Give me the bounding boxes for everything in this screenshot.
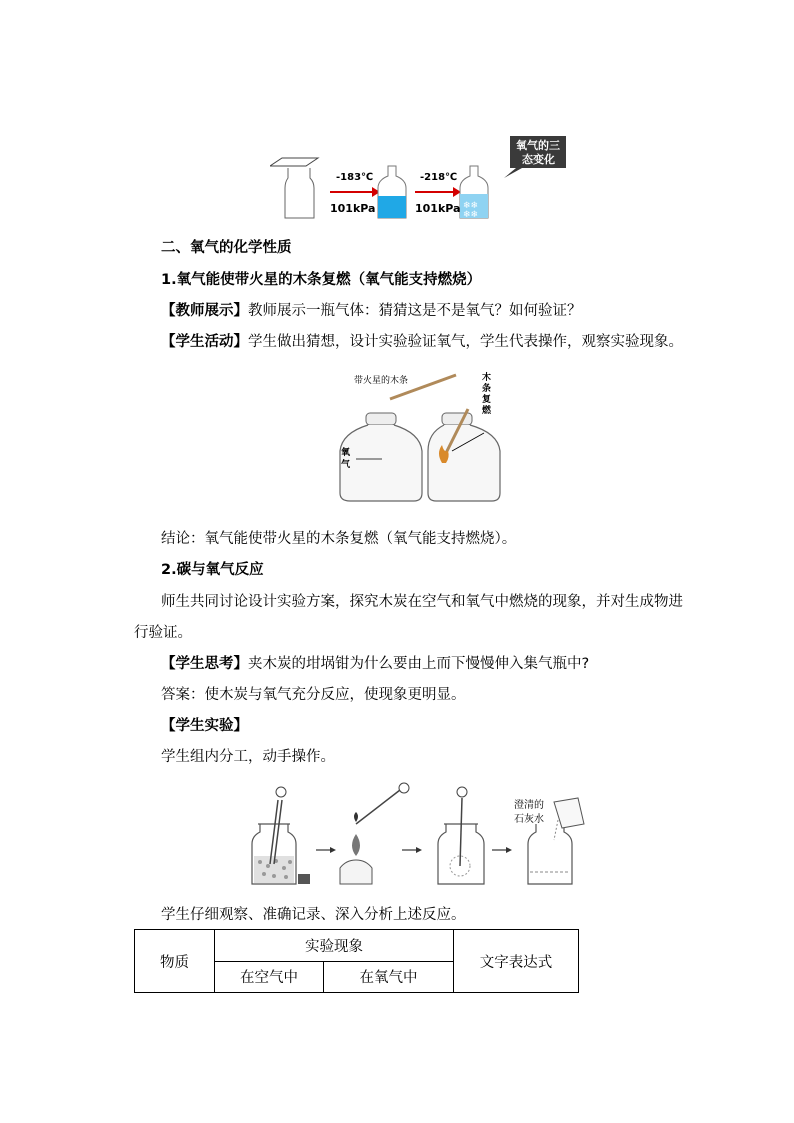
alcohol-lamp	[340, 860, 372, 884]
section-heading: 二、氧气的化学性质	[161, 240, 292, 256]
header-phenomenon: 实验现象	[215, 930, 454, 962]
subheader-in-oxygen: 在氧气中	[324, 961, 454, 993]
student-activity-tag: 【学生活动】	[161, 334, 248, 350]
teacher-demo-text: 教师展示一瓶气体：猜猜这是不是氧气？如何验证？	[248, 303, 582, 319]
subheader-in-air: 在空气中	[215, 961, 324, 993]
student-experiment-tag: 【学生实验】	[161, 718, 248, 734]
student-think-tag: 【学生思考】	[161, 656, 248, 672]
lamp-flame-icon	[352, 834, 360, 856]
beaker	[554, 798, 584, 828]
student-activity	[161, 332, 683, 352]
splint-test-figure	[336, 367, 506, 507]
relight-label-1: 木	[482, 373, 492, 383]
gas-jar	[285, 168, 314, 218]
relight-label-3: 复	[482, 395, 492, 405]
subsection-1-heading: 1.氧气能使带火星的木条复燃（氧气能支持燃烧）	[161, 272, 482, 288]
paragraph-line-1: 师生共同讨论设计实验方案，探究木炭在空气和氧气中燃烧的现象，并对生成物进	[161, 594, 683, 610]
callout-line1: 氧气的三	[516, 139, 560, 152]
relight-label-2: 条	[482, 384, 492, 394]
teacher-demo	[161, 301, 582, 321]
arrow1-temp: -183℃	[336, 172, 374, 183]
observation-table	[134, 929, 579, 993]
oxygen-states-figure	[270, 132, 580, 224]
subsection-2-heading: 2.碳与氧气反应	[161, 562, 264, 578]
charcoal-experiment-figure	[248, 780, 593, 890]
jar-limewater	[528, 824, 572, 884]
teacher-demo-tag: 【教师展示】	[161, 303, 248, 319]
conclusion: 结论：氧气能使带火星的木条复燃（氧气能支持燃烧）。	[161, 531, 517, 547]
limewater-label-2: 石灰水	[514, 814, 544, 825]
arrow2-temp: -218℃	[420, 172, 458, 183]
arrow2-pressure: 101kPa	[415, 202, 461, 215]
right-jar	[428, 425, 500, 501]
oxygen-label-1: 氧	[341, 448, 351, 458]
limewater-label-1: 澄清的	[514, 800, 544, 811]
header-substance: 物质	[135, 930, 215, 993]
left-jar	[340, 425, 422, 501]
svg-text:❄❄: ❄❄	[463, 201, 479, 211]
header-equation: 文字表达式	[454, 930, 579, 993]
paragraph-line-2: 行验证。	[134, 625, 192, 641]
svg-text:❄❄: ❄❄	[463, 210, 479, 220]
observe-instruction: 学生仔细观察、准确记录、深入分析上述反应。	[161, 907, 466, 923]
group-work: 学生组内分工，动手操作。	[161, 749, 335, 765]
arrow1-pressure: 101kPa	[330, 202, 376, 215]
student-think-text: 夹木炭的坩埚钳为什么要由上而下慢慢伸入集气瓶中?	[248, 656, 590, 672]
arrow-b	[416, 847, 422, 853]
oxygen-label-2: 气	[341, 460, 351, 470]
glass-plate	[270, 158, 318, 166]
arrow-a	[330, 847, 336, 853]
arrow-c	[506, 847, 512, 853]
callout-line2: 态变化	[522, 153, 555, 166]
answer: 答案：使木炭与氧气充分反应，使现象更明显。	[161, 687, 466, 703]
student-think	[161, 654, 589, 674]
student-activity-text: 学生做出猜想，设计实验验证氧气，学生代表操作，观察实验现象。	[248, 334, 683, 350]
splint-label: 带火星的木条	[354, 376, 409, 386]
relight-label-4: 燃	[482, 406, 492, 416]
